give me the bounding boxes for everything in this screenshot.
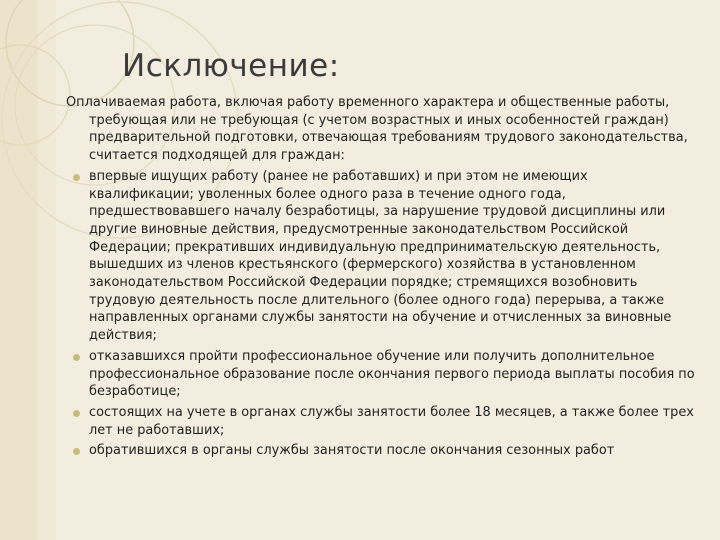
bullet-list	[66, 168, 696, 460]
list-item-text: впервые ищущих работу (ранее не работавших) и при этом не имеющих квалификации; уволенных более одного раза в течение одного года, предшествовавшего началу безработицы, за нарушение трудовой дисциплины или другие виновные действия, предусмотренные законодательством Российской Федерации; прекративших индивидуальную предпринимательскую деятельность, вышедших из членов крестьянского (фермерского) хозяйства в установленном законодательством Российской Федерации порядке; стремящихся возобновить трудовую деятельность после длительного (более одного года) перерыва, а также направленных органами службы занятости на обучение и отчисленных за виновные действия;	[89, 168, 672, 344]
bullet-icon	[73, 354, 80, 361]
left-band	[0, 0, 56, 540]
bullet-icon	[73, 448, 80, 455]
left-band-inner	[38, 0, 56, 540]
list-item-text: состоящих на учете в органах службы занятости более 18 месяцев, а также более трех лет не работавших;	[89, 404, 694, 438]
bullet-icon	[73, 174, 80, 181]
intro-paragraph: Оплачиваемая работа, включая работу временного характера и общественные работы, требующая или не требующая (с учетом возрастных и иных особенностей граждан) предварительной подготовки, отвечающая требованиям трудового законодательства, считается подходящей для граждан:	[66, 95, 688, 164]
slide-title: Исключение:	[122, 48, 340, 84]
list-item	[66, 442, 696, 460]
list-item	[66, 168, 696, 345]
deco-circle-4	[0, 45, 70, 145]
list-item-text: отказавшихся пройти профессиональное обучение или получить дополнительное профессиональное образование после окончания первого периода выплаты пособия по безработице;	[89, 348, 695, 400]
bullet-icon	[73, 410, 80, 417]
list-item-text: обратившихся в органы службы занятости после окончания сезонных работ	[89, 443, 615, 459]
list-item	[66, 404, 696, 439]
deco-circle-1	[6, 0, 134, 106]
slide-body	[66, 94, 696, 460]
list-item	[66, 348, 696, 401]
